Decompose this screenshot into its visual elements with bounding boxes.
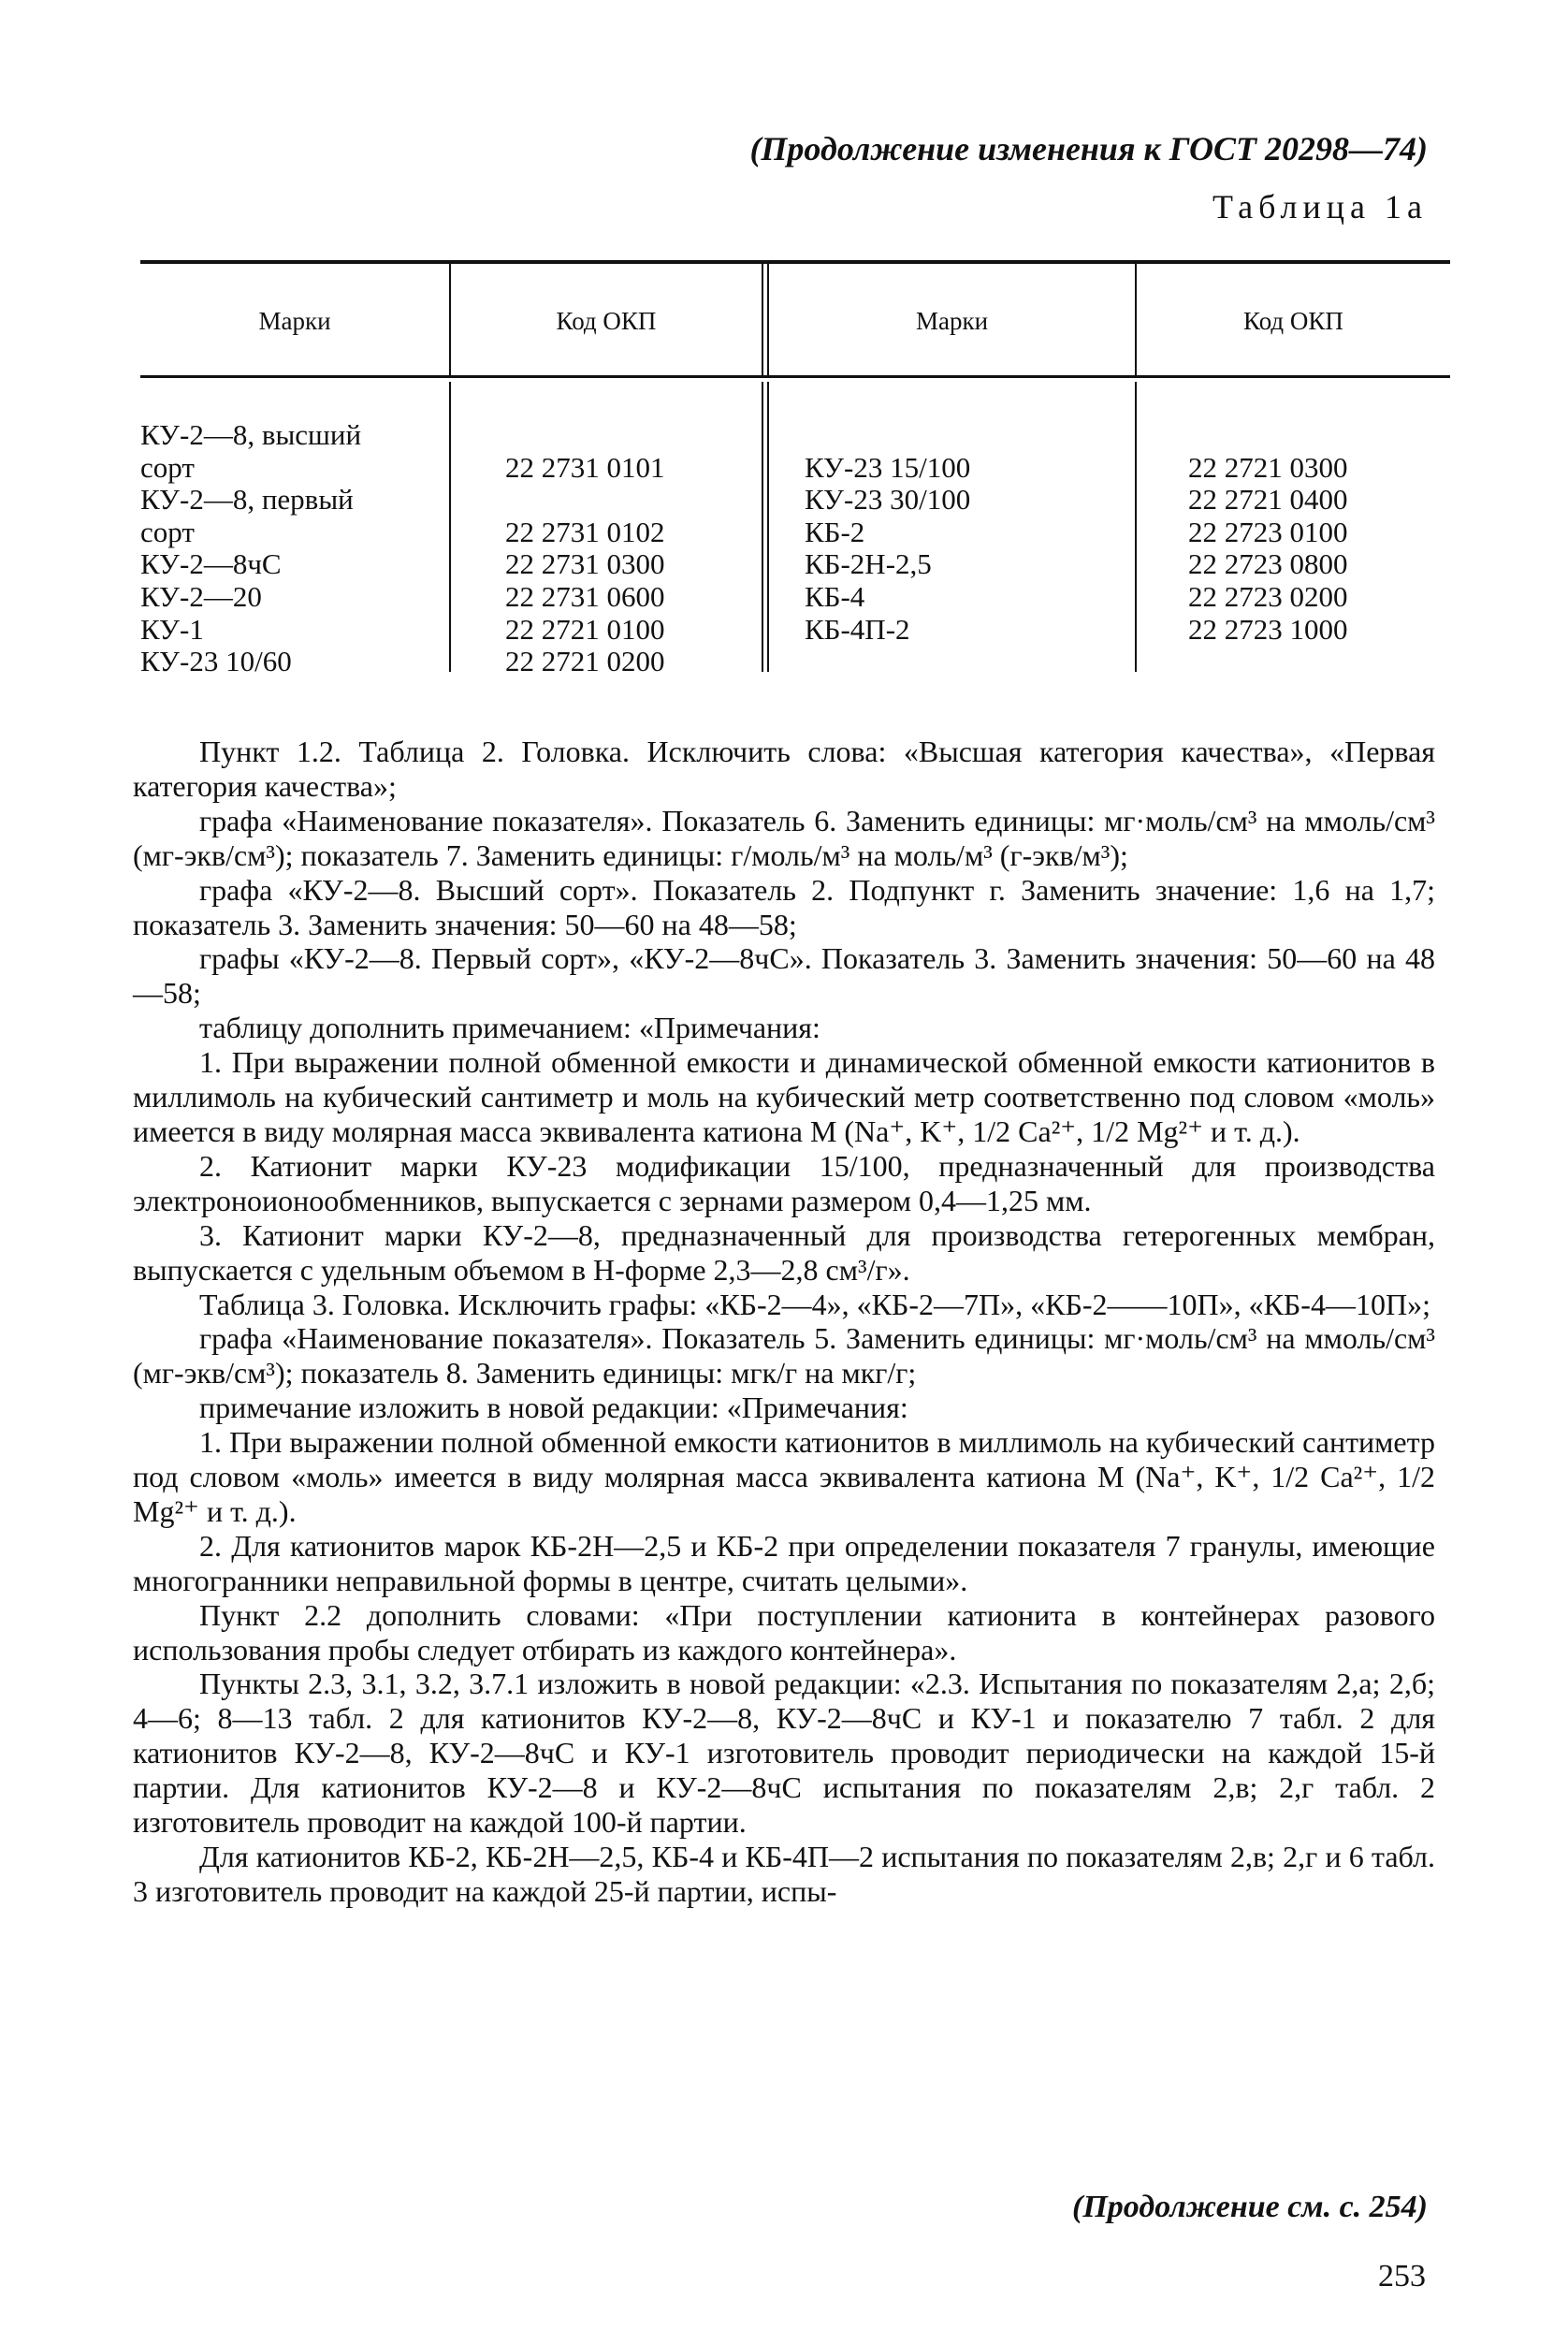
paragraph: Таблица 3. Головка. Исключить графы: «КБ-2—4», «КБ-2—7П», «КБ-2——10П», «КБ-4—10П»;	[199, 1287, 1430, 1321]
page-number: 253	[1378, 2259, 1426, 2293]
table-column-marks-left: КУ-2—8, высший сорт КУ-2—8, первый сорт КУ-2—8чС КУ-2—20 КУ-1 КУ-23 10/60	[140, 418, 362, 678]
body-text	[133, 735, 1435, 1909]
paragraph: Пункт 2.2 дополнить словами: «При поступлении катионита в контейнерах разового использования пробы следует отбирать из каждого контейнера».	[133, 1597, 1435, 1667]
table-header-cell: Марки	[258, 307, 331, 335]
codes-table	[140, 260, 1450, 681]
paragraph: графы «КУ-2—8. Первый сорт», «КУ-2—8чС». Показатель 3. Заменить значения: 50—60 на 48—58;	[133, 941, 1435, 1011]
paragraph: 1. При выражении полной обменной емкости катионитов в миллимоль на кубический сантиметр под словом «моль» имеется в виду молярная масса эквивалента катиона М (Na⁺, K⁺, 1/2 Ca²⁺, 1/2 Mg²⁺ и т. д.).	[133, 1425, 1435, 1528]
paragraph: графа «КУ-2—8. Высший сорт». Показатель 2. Подпункт г. Заменить значение: 1,6 на 1,7; показатель 3. Заменить значения: 50—60 на 48—58;	[133, 872, 1435, 941]
table-column-codes-left: 22 2731 0101 22 2731 0102 22 2731 0300 22 2731 0600 22 2721 0100 22 2721 0200	[505, 450, 665, 678]
paragraph: таблицу дополнить примечанием: «Примечания:	[199, 1011, 820, 1045]
paragraph: Пункт 1.2. Таблица 2. Головка. Исключить слова: «Высшая категория качества», «Первая категория качества»;	[133, 735, 1435, 803]
paragraph: графа «Наименование показателя». Показатель 6. Заменить единицы: мг·моль/см³ на ммоль/см³ (мг-экв/см³); показатель 7. Заменить единицы: г/моль/м³ на моль/м³ (г-экв/м³);	[133, 803, 1435, 872]
header-title: (Продолжение изменения к ГОСТ 20298—74)	[749, 130, 1428, 167]
table-header-cell: Код ОКП	[556, 307, 657, 335]
table-column-codes-right: 22 2721 0300 22 2721 0400 22 2723 0100 22 2723 0800 22 2723 0200 22 2723 1000	[1188, 450, 1348, 646]
paragraph: 2. Для катионитов марок КБ-2Н—2,5 и КБ-2 при определении показателя 7 гранулы, имеющие многогранники неправильной формы в центре, считать целыми».	[133, 1528, 1435, 1597]
paragraph: 3. Катионит марки КУ-2—8, предназначенный для производства гетерогенных мембран, выпускается с удельным объемом в Н-форме 2,3—2,8 см³/г».	[133, 1217, 1435, 1287]
paragraph: Пункты 2.3, 3.1, 3.2, 3.7.1 изложить в новой редакции: «2.3. Испытания по показателям 2,а; 2,б; 4—6; 8—13 табл. 2 для катионитов КУ-2—8, КУ-2—8чС и КУ-1 и показателю 7 табл. 2 для катионитов КУ-2—8, КУ-2—8чС и КУ-1 изготовитель проводит периодически на каждой 15-й партии. Для катионитов КУ-2—8 и КУ-2—8чС испытания по показателям 2,в; 2,г табл. 2 изготовитель проводит на каждой 100-й партии.	[133, 1667, 1435, 1840]
table-divider	[1135, 382, 1137, 672]
paragraph: графа «Наименование показателя». Показатель 5. Заменить единицы: мг·моль/см³ на ммоль/см³ (мг-экв/см³); показатель 8. Заменить единицы: мгк/г на мкг/г;	[133, 1321, 1435, 1390]
paragraph: Для катионитов КБ-2, КБ-2Н—2,5, КБ-4 и КБ-4П—2 испытания по показателям 2,в; 2,г и 6 табл. 3 изготовитель проводит на каждой 25-й партии, испы-	[133, 1840, 1435, 1908]
table-header-cell: Марки	[915, 307, 989, 335]
table-top-rule	[140, 260, 1450, 264]
table-header-cell: Код ОКП	[1243, 307, 1343, 335]
paragraph: 1. При выражении полной обменной емкости и динамической обменной емкости катионитов в миллимоль на кубический сантиметр и моль на кубический метр соответственно под словом «моль» имеется в виду молярная масса эквивалента катиона М (Na⁺, K⁺, 1/2 Ca²⁺, 1/2 Mg²⁺ и т. д.).	[133, 1045, 1435, 1148]
table-divider	[449, 382, 451, 672]
table-divider	[762, 382, 763, 672]
table-divider	[767, 382, 769, 672]
paragraph: 2. Катионит марки КУ-23 модификации 15/100, предназначенный для производства электроноионообменников, выпускается с зернами размером 0,4—1,25 мм.	[133, 1148, 1435, 1217]
paragraph: примечание изложить в новой редакции: «Примечания:	[199, 1390, 908, 1425]
table-divider	[762, 264, 763, 376]
continuation-note: (Продолжение см. с. 254)	[1072, 2190, 1428, 2224]
table-label: Таблица 1а	[1212, 188, 1428, 226]
table-header-rule	[140, 375, 1450, 378]
table-column-marks-right: КУ-23 15/100 КУ-23 30/100 КБ-2 КБ-2Н-2,5 КБ-4 КБ-4П-2	[805, 450, 971, 646]
